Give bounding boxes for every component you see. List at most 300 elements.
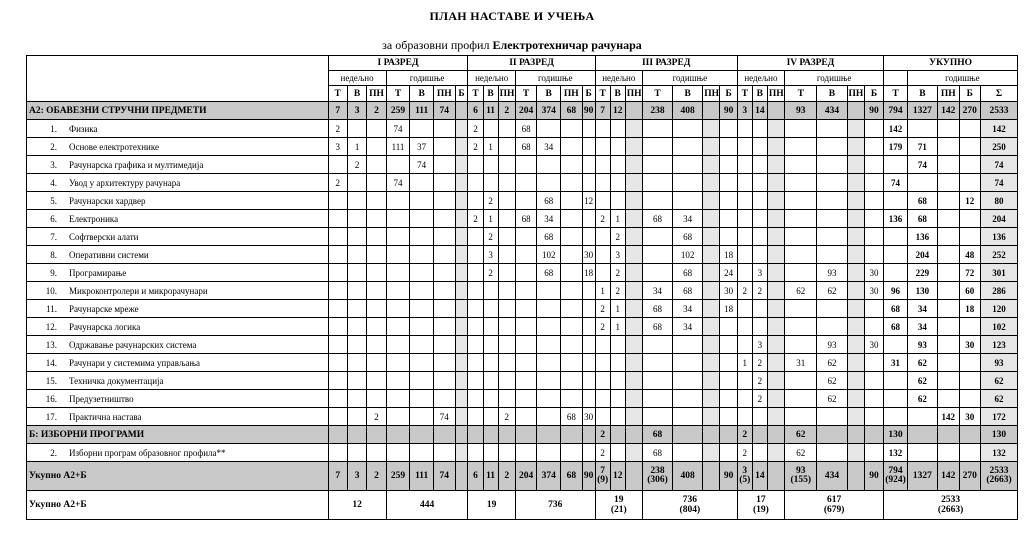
value-cell (582, 282, 595, 300)
value-cell: 93 (981, 354, 1018, 372)
column-header: В (410, 86, 434, 102)
value-cell (847, 120, 864, 138)
value-cell (468, 282, 483, 300)
total-weekly-blank (884, 71, 908, 86)
value-cell (328, 264, 347, 282)
value-cell (455, 210, 468, 228)
value-cell: 142 (884, 120, 908, 138)
value-cell (515, 390, 537, 408)
value-cell (515, 444, 537, 462)
value-cell (537, 390, 561, 408)
value-cell (410, 264, 434, 282)
subject-name: Рачунарске мреже (69, 303, 139, 314)
value-cell (959, 390, 981, 408)
value-cell (347, 228, 366, 246)
value-cell (561, 444, 583, 462)
value-cell (642, 138, 672, 156)
value-cell (847, 390, 864, 408)
value-cell (561, 354, 583, 372)
value-cell (937, 156, 959, 174)
value-cell (737, 138, 752, 156)
value-cell: 30 (959, 408, 981, 426)
subject-label-wrap (27, 268, 328, 278)
value-cell (537, 354, 561, 372)
value-cell (785, 228, 817, 246)
value-cell (455, 390, 468, 408)
column-header: В (483, 86, 498, 102)
value-cell: 120 (981, 300, 1018, 318)
value-cell (468, 174, 483, 192)
value-main: 3 (354, 471, 360, 481)
subject-label (27, 390, 329, 408)
value-cell: 12 (610, 102, 625, 120)
value-cell: 48 (959, 246, 981, 264)
value-cell (752, 228, 767, 246)
value-cell: 34 (537, 210, 561, 228)
value-cell (767, 300, 784, 318)
value-cell (328, 210, 347, 228)
value-cell: 1 (610, 210, 625, 228)
value-cell: 74 (981, 174, 1018, 192)
summary-main: 736 (682, 495, 697, 505)
value-cell: 204 (515, 102, 537, 120)
subject-name: Програмирање (69, 267, 127, 278)
value-cell (328, 462, 347, 491)
value-cell (864, 462, 883, 491)
value-cell: 62 (817, 354, 847, 372)
summary-label: Укупно А2+Б (27, 491, 329, 520)
value-cell (498, 174, 515, 192)
value-main: 68 (566, 471, 577, 481)
value-cell (561, 264, 583, 282)
value-cell (817, 192, 847, 210)
value-cell (673, 408, 703, 426)
column-header: Б (864, 86, 883, 102)
value-cell (785, 318, 817, 336)
subject-row (27, 372, 1018, 390)
value-cell (720, 462, 737, 491)
value-cell (864, 138, 883, 156)
value-cell (537, 426, 561, 444)
value-cell (785, 408, 817, 426)
value-cell (673, 120, 703, 138)
value-cell (595, 228, 610, 246)
value-cell (737, 336, 752, 354)
value-cell (817, 174, 847, 192)
subject-label (27, 210, 329, 228)
value-cell (847, 156, 864, 174)
column-header: Б (959, 86, 981, 102)
value-cell (498, 192, 515, 210)
value-cell (515, 336, 537, 354)
value-cell (703, 390, 720, 408)
value-cell: 2 (595, 318, 610, 336)
value-cell (434, 336, 456, 354)
column-header: Т (737, 86, 752, 102)
value-cell (937, 120, 959, 138)
value-cell: 18 (720, 300, 737, 318)
value-cell (367, 462, 386, 491)
value-cell (642, 408, 672, 426)
subject-label-wrap (27, 124, 328, 134)
value-cell (767, 120, 784, 138)
value-cell (703, 318, 720, 336)
value-cell (468, 390, 483, 408)
value-cell (434, 264, 456, 282)
value-cell (703, 408, 720, 426)
value-cell (703, 246, 720, 264)
value-cell (455, 264, 468, 282)
value-cell (767, 156, 784, 174)
value-cell: 6 (468, 102, 483, 120)
value-cell (767, 444, 784, 462)
value-cell (937, 318, 959, 336)
value-cell (347, 318, 366, 336)
section-label: А2: ОБАВЕЗНИ СТРУЧНИ ПРЕДМЕТИ (27, 102, 329, 120)
value-cell (847, 192, 864, 210)
value-cell: 259 (386, 102, 410, 120)
value-cell (434, 228, 456, 246)
value-main: 2 (504, 471, 510, 481)
value-cell (468, 318, 483, 336)
yearly-header: годишње (785, 71, 884, 86)
value-cell (767, 462, 784, 491)
value-main: 2533 (989, 466, 1009, 476)
weekly-header: недељно (595, 71, 642, 86)
value-cell (864, 228, 883, 246)
value-cell (410, 120, 434, 138)
value-cell (817, 228, 847, 246)
value-cell (515, 282, 537, 300)
summary-cell (737, 491, 784, 520)
value-cell (937, 390, 959, 408)
value-cell: 30 (864, 282, 883, 300)
value-cell: 2 (498, 102, 515, 120)
value-cell (864, 300, 883, 318)
value-cell (455, 426, 468, 444)
value-cell: 74 (434, 102, 456, 120)
subject-row (27, 192, 1018, 210)
column-header: В (673, 86, 703, 102)
value-cell (434, 318, 456, 336)
subject-name: Изборни програм образовног профила** (69, 447, 226, 458)
value-cell (498, 300, 515, 318)
value-cell (328, 228, 347, 246)
value-cell (703, 120, 720, 138)
value-cell (959, 228, 981, 246)
value-cell (884, 408, 908, 426)
value-cell (864, 408, 883, 426)
value-main: 1327 (912, 471, 932, 481)
value-cell (386, 318, 410, 336)
value-cell (642, 390, 672, 408)
value-cell (767, 408, 784, 426)
subject-number: 1. (50, 123, 57, 134)
subject-number: 11. (46, 303, 57, 314)
header-grades (27, 56, 1018, 71)
value-cell (752, 462, 767, 491)
value-cell: 68 (642, 210, 672, 228)
value-cell: 1 (737, 354, 752, 372)
value-cell (498, 390, 515, 408)
subject-row (27, 300, 1018, 318)
value-cell (515, 228, 537, 246)
value-cell (455, 372, 468, 390)
value-cell (537, 408, 561, 426)
value-cell: 62 (785, 282, 817, 300)
subject-row (27, 408, 1018, 426)
value-cell (515, 462, 537, 491)
value-cell: 2 (468, 138, 483, 156)
value-cell: 93 (907, 336, 937, 354)
value-cell (483, 354, 498, 372)
value-cell (582, 462, 595, 491)
value-cell (884, 390, 908, 408)
value-cell: 74 (410, 156, 434, 174)
value-cell (386, 156, 410, 174)
value-cell (642, 174, 672, 192)
value-cell (455, 246, 468, 264)
column-header: ПН (561, 86, 583, 102)
value-cell (498, 264, 515, 282)
yearly-header: годишње (642, 71, 737, 86)
summary-cell (642, 491, 737, 520)
value-cell (817, 318, 847, 336)
value-cell (328, 300, 347, 318)
value-cell (595, 120, 610, 138)
value-cell: 12 (959, 192, 981, 210)
value-cell (625, 318, 642, 336)
value-main: 3 (742, 466, 748, 476)
value-cell (937, 354, 959, 372)
value-cell (625, 336, 642, 354)
value-cell: 90 (582, 102, 595, 120)
value-cell (483, 174, 498, 192)
value-cell (434, 138, 456, 156)
summary-cell (515, 491, 595, 520)
value-main: 7 (335, 471, 341, 481)
value-cell: 238 (642, 102, 672, 120)
total-row (27, 462, 1018, 491)
value-cell (561, 246, 583, 264)
column-header: ПН (703, 86, 720, 102)
value-cell (367, 246, 386, 264)
value-cell: 34 (642, 282, 672, 300)
value-cell (367, 192, 386, 210)
value-cell: 111 (386, 138, 410, 156)
value-cell (610, 444, 625, 462)
value-cell: 68 (537, 264, 561, 282)
value-cell (720, 426, 737, 444)
value-cell (625, 156, 642, 174)
value-cell (455, 192, 468, 210)
value-cell (625, 264, 642, 282)
column-header: Т (642, 86, 672, 102)
value-cell: 434 (817, 102, 847, 120)
value-cell (817, 408, 847, 426)
value-cell: 62 (817, 390, 847, 408)
value-cell: 132 (884, 444, 908, 462)
value-cell (720, 444, 737, 462)
value-cell (595, 336, 610, 354)
value-cell: 286 (981, 282, 1018, 300)
value-cell: 18 (582, 264, 595, 282)
value-cell (625, 300, 642, 318)
value-cell: 132 (981, 444, 1018, 462)
value-cell (610, 192, 625, 210)
subject-label (27, 354, 329, 372)
value-cell: 62 (907, 354, 937, 372)
value-cell (625, 462, 642, 491)
value-cell: 408 (673, 102, 703, 120)
value-cell (767, 318, 784, 336)
value-cell (483, 462, 498, 491)
value-main: 794 (888, 466, 903, 476)
value-cell (785, 390, 817, 408)
value-cell (767, 264, 784, 282)
value-cell (328, 246, 347, 264)
value-cell (937, 264, 959, 282)
value-cell (515, 408, 537, 426)
value-cell (752, 300, 767, 318)
weekly-header: недељно (468, 71, 515, 86)
value-cell (328, 426, 347, 444)
value-cell (625, 408, 642, 426)
value-cell: 3 (610, 246, 625, 264)
value-cell (703, 192, 720, 210)
value-cell (455, 138, 468, 156)
subject-row (27, 210, 1018, 228)
value-cell (864, 426, 883, 444)
value-cell (720, 120, 737, 138)
value-cell: 2 (328, 120, 347, 138)
value-cell: 2 (610, 264, 625, 282)
subject-name: Основе електротехнике (69, 141, 159, 152)
value-cell (625, 426, 642, 444)
subject-label-wrap (27, 196, 328, 206)
value-cell (468, 462, 483, 491)
value-cell (610, 174, 625, 192)
value-cell (386, 246, 410, 264)
value-cell (937, 210, 959, 228)
value-cell (959, 120, 981, 138)
column-header: Т (386, 86, 410, 102)
curriculum-table (26, 55, 1018, 520)
weekly-header: недељно (328, 71, 386, 86)
subject-label (27, 192, 329, 210)
value-cell (582, 426, 595, 444)
value-cell (434, 372, 456, 390)
value-cell (468, 228, 483, 246)
value-cell: 130 (884, 426, 908, 444)
value-cell (434, 192, 456, 210)
value-cell (595, 354, 610, 372)
summary-cell (328, 491, 386, 520)
value-cell (386, 444, 410, 462)
subject-row (27, 174, 1018, 192)
summary-cell (386, 491, 468, 520)
value-cell (959, 138, 981, 156)
value-cell (625, 228, 642, 246)
value-main: 374 (541, 471, 556, 481)
value-cell: 34 (907, 300, 937, 318)
column-header: Б (455, 86, 468, 102)
value-cell (737, 462, 752, 491)
value-cell (455, 300, 468, 318)
value-cell (386, 426, 410, 444)
value-main: 142 (941, 471, 956, 481)
column-header: В (907, 86, 937, 102)
value-cell (561, 210, 583, 228)
value-cell (937, 426, 959, 444)
value-cell (595, 192, 610, 210)
column-header: Б (582, 86, 595, 102)
value-cell (703, 264, 720, 282)
header-blank (27, 56, 329, 102)
value-cell (817, 246, 847, 264)
value-cell: 96 (884, 282, 908, 300)
value-cell: 1 (347, 138, 366, 156)
value-cell: 34 (673, 318, 703, 336)
summary-cell (884, 491, 1018, 520)
value-cell (498, 138, 515, 156)
value-cell: 62 (817, 282, 847, 300)
value-cell: 136 (981, 228, 1018, 246)
value-cell: 34 (673, 300, 703, 318)
value-cell (498, 354, 515, 372)
value-cell: 30 (864, 264, 883, 282)
value-cell (434, 156, 456, 174)
value-main: 7 (600, 466, 605, 476)
subject-row (27, 354, 1018, 372)
value-cell (864, 246, 883, 264)
value-cell: 179 (884, 138, 908, 156)
subject-label (27, 156, 329, 174)
value-cell: 68 (642, 300, 672, 318)
subject-number: 3. (50, 159, 57, 170)
summary-sub: (19) (753, 505, 769, 515)
value-cell: 136 (907, 228, 937, 246)
value-cell (434, 354, 456, 372)
value-cell (561, 228, 583, 246)
value-main: 2 (374, 471, 379, 481)
value-cell (625, 102, 642, 120)
value-cell: 74 (434, 408, 456, 426)
weekly-header: недељно (737, 71, 784, 86)
column-header: В (752, 86, 767, 102)
value-cell (752, 246, 767, 264)
column-header: Т (468, 86, 483, 102)
subject-label (27, 372, 329, 390)
subject-row (27, 228, 1018, 246)
subject-label (27, 174, 329, 192)
value-cell (582, 138, 595, 156)
subject-label-wrap (27, 160, 328, 170)
value-cell (483, 282, 498, 300)
value-cell (785, 462, 817, 491)
value-cell (817, 120, 847, 138)
value-cell: 37 (410, 138, 434, 156)
summary-main: 617 (827, 495, 842, 505)
value-cell (610, 138, 625, 156)
value-cell (537, 444, 561, 462)
value-cell (625, 192, 642, 210)
value-cell: 2 (367, 408, 386, 426)
value-cell (455, 318, 468, 336)
value-cell (483, 336, 498, 354)
column-header: В (817, 86, 847, 102)
value-cell (884, 156, 908, 174)
